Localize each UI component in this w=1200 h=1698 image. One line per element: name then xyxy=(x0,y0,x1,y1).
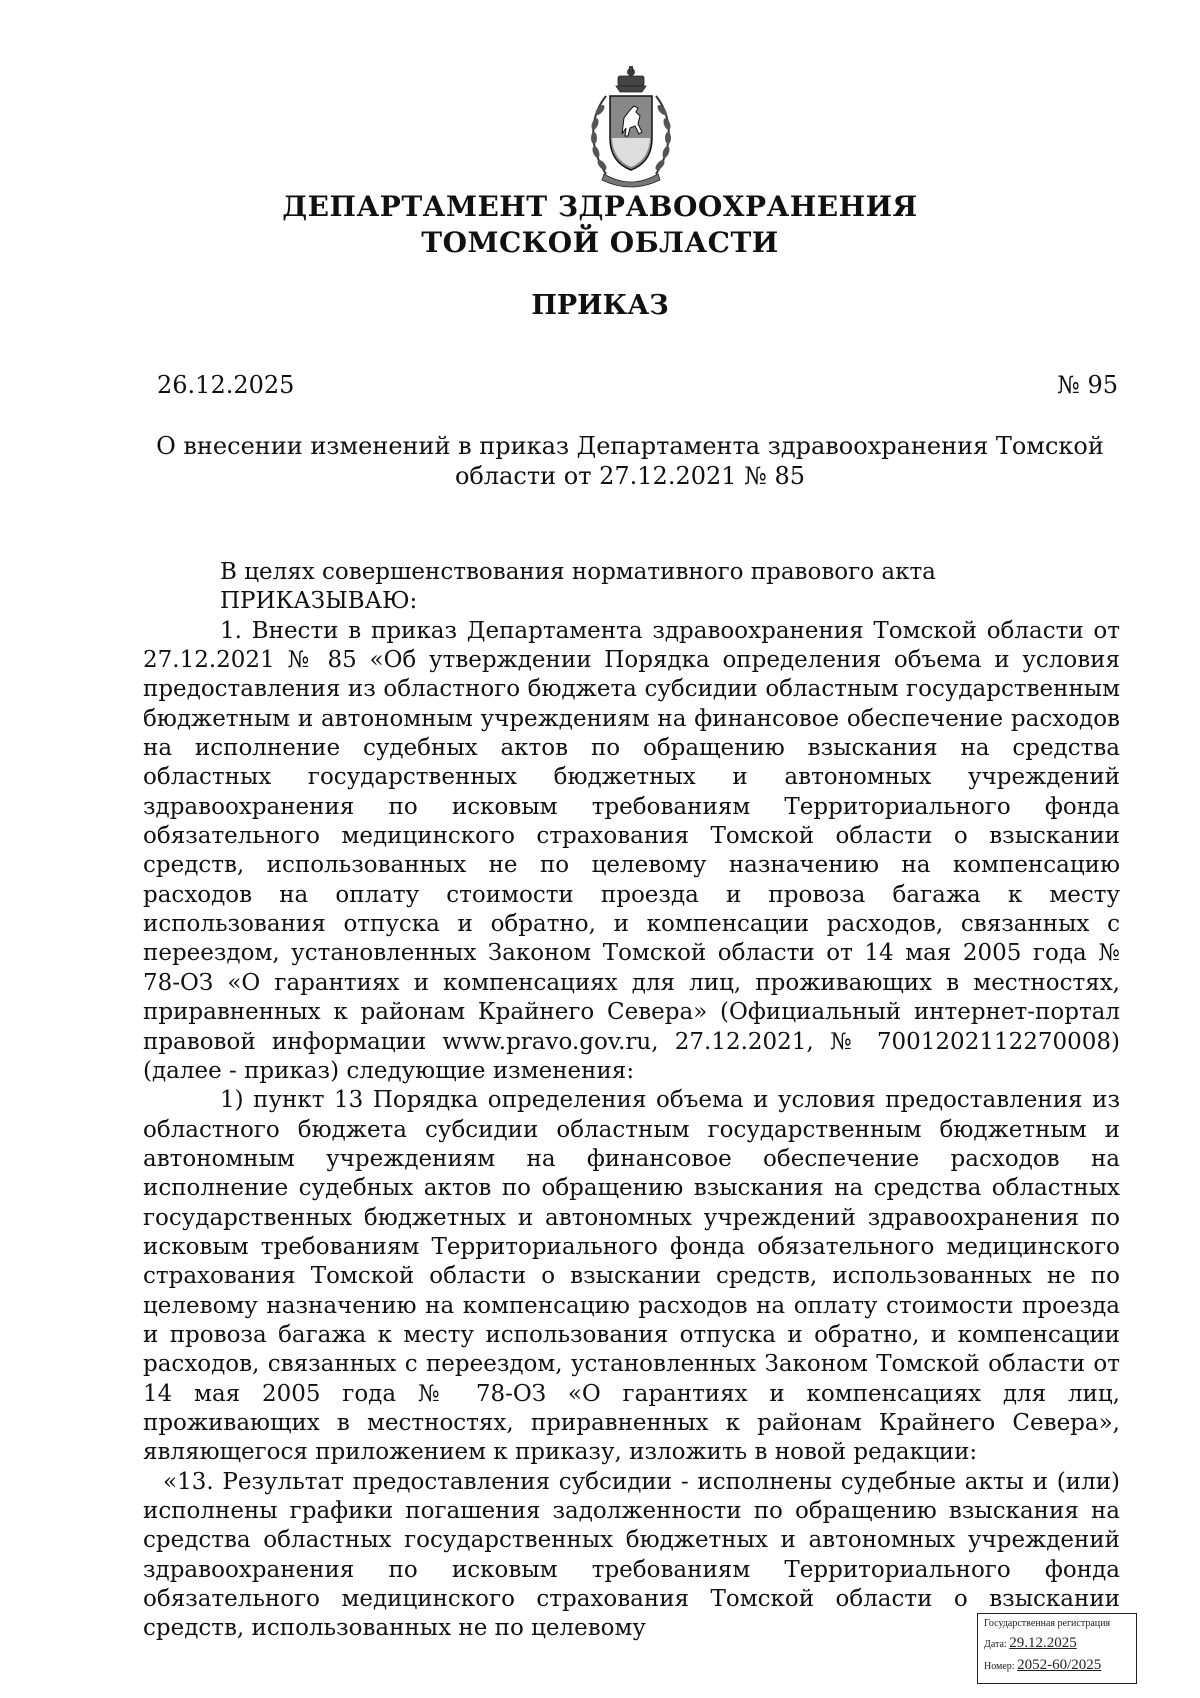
registration-stamp-title: Государственная регистрация xyxy=(984,1618,1111,1629)
registration-stamp xyxy=(977,1613,1137,1684)
registration-date-label: Дата: xyxy=(984,1639,1007,1650)
registration-date-row xyxy=(984,1634,1130,1652)
document-type: ПРИКАЗ xyxy=(531,290,669,321)
registration-number-label: Номер: xyxy=(984,1661,1015,1672)
document-subject: О внесении изменений в приказ Департамента здравоохранения Томской области от 27.12.2021 № 85 xyxy=(156,432,1104,490)
organization-name-line2: ТОМСКОЙ ОБЛАСТИ xyxy=(421,226,779,259)
preamble-paragraph: В целях совершенствования нормативного правового акта xyxy=(220,559,936,585)
document-number: № 95 xyxy=(1057,371,1118,399)
tomsk-region-coat-of-arms-icon xyxy=(576,66,686,190)
document-body xyxy=(143,558,1120,1644)
body-paragraph: 1. Внести в приказ Департамента здравоохранения Томской области от 27.12.2021 № 85 «Об утверждении Порядка определения объема и условия предоставления из областного бюджета субсидии областным государственным бюджетным и автономным учреждениям на финансовое обеспечение расходов на исполнение судебных актов по обращению взыскания на средства областных государственных бюджетных и автономных учреждений здравоохранения по исковым требованиям Территориального фонда обязательного медицинского страхования Томской области о взыскании средств, использованных не по целевому назначению на компенсацию расходов на оплату стоимости проезда и провоза багажа к месту использования отпуска и обратно, и компенсации расходов, связанных с переездом, установленных Законом Томской области от 14 мая 2005 года № 78-ОЗ «О гарантиях и компенсациях для лиц, проживающих в местностях, приравненных к районам Крайнего Севера» (Официальный интернет-портал правовой информации www.pravo.gov.ru, 27.12.2021, № 7001202112270008) (далее - приказ) следующие изменения: xyxy=(143,617,1120,1084)
quoted-paragraph: «13. Результат предоставления субсидии - исполнены судебные акты и (или) исполнены графики погашения задолженности по обращению взыскания на средства областных государственных бюджетных и автономных учреждений здравоохранения по исковым требованиям Территориального фонда обязательного медицинского страхования Томской области о взыскании средств, использованных не по целевому xyxy=(143,1468,1120,1642)
registration-date-value: 29.12.2025 xyxy=(1009,1635,1077,1651)
order-keyword: ПРИКАЗЫВАЮ: xyxy=(220,588,418,615)
document-date: 26.12.2025 xyxy=(157,371,295,399)
registration-number-row xyxy=(984,1656,1130,1674)
organization-name-line1: ДЕПАРТАМЕНТ ЗДРАВООХРАНЕНИЯ xyxy=(282,190,918,223)
body-paragraph: 1) пункт 13 Порядка определения объема и условия предоставления из областного бюджета субсидии областным государственным бюджетным и автономным учреждениям на финансовое обеспечение расходов на исполнение судебных актов по обращению взыскания на средства областных государственных бюджетных и автономных учреждений здравоохранения по исковым требованиям Территориального фонда обязательного медицинского страхования Томской области о взыскании средств, использованных не по целевому назначению на компенсацию расходов на оплату стоимости проезда и провоза багажа к месту использования отпуска и обратно, и компенсации расходов, связанных с переездом, установленных Законом Томской области от 14 мая 2005 года № 78-ОЗ «О гарантиях и компенсациях для лиц, проживающих в местностях, приравненных к районам Крайнего Севера», являющегося приложением к приказу, изложить в новой редакции: xyxy=(143,1087,1120,1466)
registration-number-value: 2052-60/2025 xyxy=(1017,1657,1102,1673)
